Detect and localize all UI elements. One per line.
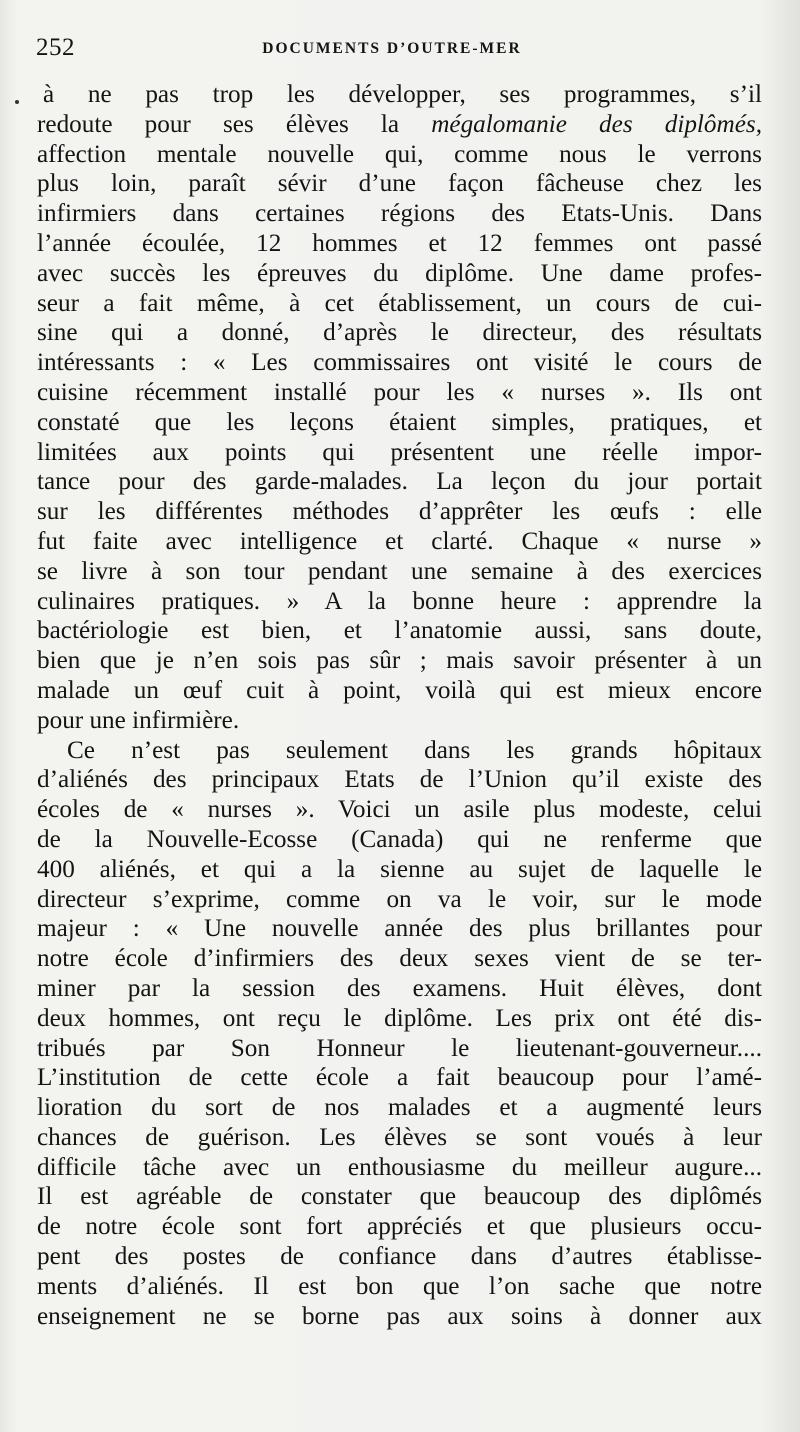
text-line-part: redoute pour ses élèves la bbox=[37, 110, 432, 138]
text-line: ments d’aliénés. Il est bon que l’on sache que notre bbox=[37, 1272, 762, 1300]
text-line: bactériologie est bien, et l’anatomie aussi, sans doute, bbox=[37, 617, 762, 645]
text-line: 400 aliénés, et qui a la sienne au sujet de laquelle le bbox=[37, 855, 762, 883]
text-line: infirmiers dans certaines régions des Etats-Unis. Dans bbox=[37, 200, 762, 228]
emphasized-phrase: mégalomanie des diplômés, bbox=[431, 110, 762, 138]
text-line: seur a fait même, à cet établissement, un cours de cui- bbox=[37, 289, 762, 317]
text-line: malade un œuf cuit à point, voilà qui est mieux encore bbox=[37, 676, 762, 704]
text-line: lioration du sort de nos malades et a augmenté leurs bbox=[37, 1094, 762, 1122]
text-line: plus loin, paraît sévir d’une façon fâcheuse chez les bbox=[37, 170, 762, 198]
text-line: difficile tâche avec un enthousiasme du meilleur augure... bbox=[37, 1153, 762, 1181]
text-line: limitées aux points qui présentent une réelle impor- bbox=[37, 438, 762, 466]
margin-mark bbox=[15, 100, 19, 104]
running-head: DOCUMENTS D’OUTRE-MER bbox=[262, 40, 522, 57]
page-header bbox=[36, 34, 748, 74]
text-line: de la Nouvelle-Ecosse (Canada) qui ne renferme que bbox=[37, 825, 762, 853]
text-line: affection mentale nouvelle qui, comme nous le verrons bbox=[37, 140, 762, 168]
page-number: 252 bbox=[36, 34, 75, 61]
text-line: se livre à son tour pendant une semaine à des exercices bbox=[37, 557, 762, 585]
text-line: culinaires pratiques. » A la bonne heure : apprendre la bbox=[37, 587, 762, 615]
text-line: notre école d’infirmiers des deux sexes vient de se ter- bbox=[37, 945, 762, 973]
text-line: constaté que les leçons étaient simples, pratiques, et bbox=[37, 408, 762, 436]
text-line: deux hommes, ont reçu le diplôme. Les prix ont été dis- bbox=[37, 1004, 762, 1032]
text-line: majeur : « Une nouvelle année des plus brillantes pour bbox=[37, 915, 762, 943]
text-line: avec succès les épreuves du diplôme. Une dame profes- bbox=[37, 259, 762, 287]
text-line: Ce n’est pas seulement dans les grands hôpitaux bbox=[67, 736, 762, 764]
text-line: Il est agréable de constater que beaucoup des diplômés bbox=[37, 1183, 762, 1211]
text-line: chances de guérison. Les élèves se sont voués à leur bbox=[37, 1123, 762, 1151]
text-line: bien que je n’en sois pas sûr ; mais savoir présenter à un bbox=[37, 647, 762, 675]
text-line: intéressants : « Les commissaires ont visité le cours de bbox=[37, 349, 762, 377]
text-line: pour une infirmière. bbox=[37, 706, 240, 734]
text-line: à ne pas trop les développer, ses programmes, s’il bbox=[43, 81, 762, 108]
text-line: enseignement ne se borne pas aux soins à donner aux bbox=[37, 1302, 762, 1330]
body-text bbox=[37, 80, 762, 1331]
text-line: L’institution de cette école a fait beaucoup pour l’amé- bbox=[37, 1064, 762, 1092]
text-line: fut faite avec intelligence et clarté. Chaque « nurse » bbox=[37, 527, 762, 555]
text-line: sur les différentes méthodes d’apprêter les œufs : elle bbox=[37, 498, 762, 526]
text-line: tribués par Son Honneur le lieutenant-gouverneur.... bbox=[37, 1034, 762, 1062]
text-line: pent des postes de confiance dans d’autres établisse- bbox=[37, 1243, 762, 1271]
text-line: directeur s’exprime, comme on va le voir, sur le mode bbox=[37, 885, 762, 913]
text-line: cuisine récemment installé pour les « nurses ». Ils ont bbox=[37, 378, 762, 406]
text-line bbox=[37, 110, 762, 140]
text-line: sine qui a donné, d’après le directeur, des résultats bbox=[37, 319, 762, 347]
text-line: tance pour des garde-malades. La leçon du jour portait bbox=[37, 468, 762, 496]
text-line: l’année écoulée, 12 hommes et 12 femmes ont passé bbox=[37, 229, 762, 257]
text-line: miner par la session des examens. Huit élèves, dont bbox=[37, 974, 762, 1002]
text-line: de notre école sont fort appréciés et que plusieurs occu- bbox=[37, 1213, 762, 1241]
text-line: d’aliénés des principaux Etats de l’Union qu’il existe des bbox=[37, 766, 762, 794]
text-line: écoles de « nurses ». Voici un asile plus modeste, celui bbox=[37, 796, 762, 824]
